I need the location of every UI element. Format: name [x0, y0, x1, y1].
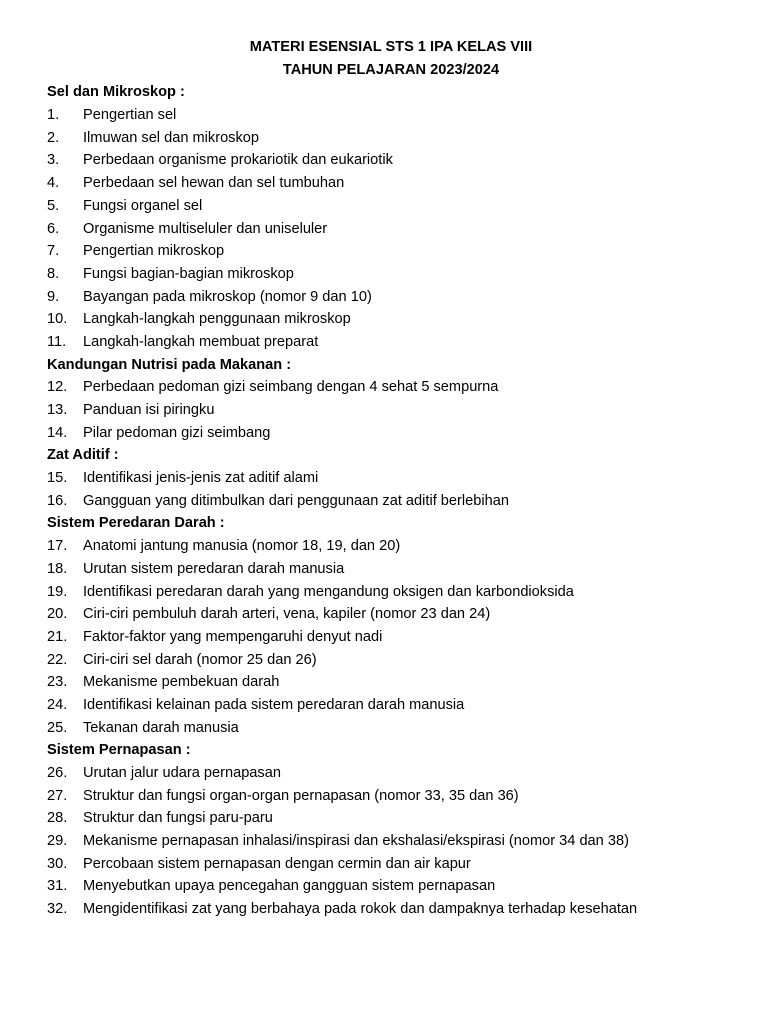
- list-item-text: Mekanisme pernapasan inhalasi/inspirasi dan ekshalasi/ekspirasi (nomor 34 dan 38): [83, 833, 629, 850]
- list-item: [47, 490, 768, 513]
- list-item-number: 13.: [47, 402, 68, 419]
- list-item: [47, 671, 768, 694]
- list-item: [47, 149, 768, 172]
- list-item: [47, 218, 768, 241]
- list-item-number: 1.: [47, 107, 60, 124]
- list-item-number: 6.: [47, 220, 60, 237]
- list-item: [47, 694, 768, 717]
- list-item-text: Ciri-ciri sel darah (nomor 25 dan 26): [83, 651, 317, 668]
- list-item-number: 15.: [47, 470, 68, 487]
- list-item-text: Anatomi jantung manusia (nomor 18, 19, dan 20): [83, 538, 401, 555]
- list-item-text: Identifikasi jenis-jenis zat aditif alami: [83, 470, 319, 487]
- list-item-number: 30.: [47, 855, 68, 872]
- list-item-text: Identifikasi kelainan pada sistem peredaran darah manusia: [83, 696, 465, 713]
- list-item: [47, 875, 768, 898]
- list-item-number: 7.: [47, 243, 60, 260]
- list-item-number: 17.: [47, 538, 68, 555]
- list-item: [47, 127, 768, 150]
- list-item-number: 28.: [47, 810, 68, 827]
- section-heading: Sistem Pernapasan :: [47, 742, 191, 759]
- list-item: [47, 240, 768, 263]
- section-heading: Kandungan Nutrisi pada Makanan :: [47, 356, 292, 373]
- list-item-number: 32.: [47, 901, 68, 918]
- list-item-text: Panduan isi piringku: [83, 402, 215, 419]
- list-item: [47, 762, 768, 785]
- list-item-number: 10.: [47, 311, 68, 328]
- list-item-number: 11.: [47, 333, 67, 350]
- list-item: [47, 399, 768, 422]
- list-item: [47, 717, 768, 740]
- list-item-number: 16.: [47, 492, 68, 509]
- list-item-number: 27.: [47, 787, 68, 804]
- list-item-number: 29.: [47, 833, 68, 850]
- list-item-text: Urutan jalur udara pernapasan: [83, 765, 281, 782]
- list-item: [47, 331, 768, 354]
- list-item: [47, 853, 768, 876]
- list-item: [47, 308, 768, 331]
- list-item: [47, 195, 768, 218]
- list-item: [47, 172, 768, 195]
- list-item-number: 2.: [47, 129, 60, 146]
- list-item: [47, 830, 768, 853]
- list-item-number: 9.: [47, 288, 60, 305]
- list-item-number: 25.: [47, 719, 68, 736]
- list-item-text: Perbedaan organisme prokariotik dan eukariotik: [83, 152, 393, 169]
- list-item-text: Mengidentifikasi zat yang berbahaya pada rokok dan dampaknya terhadap kesehatan: [83, 901, 638, 918]
- list-item-text: Menyebutkan upaya pencegahan gangguan sistem pernapasan: [83, 878, 496, 895]
- list-item-text: Pengertian sel: [83, 107, 177, 124]
- list-item-text: Mekanisme pembekuan darah: [83, 674, 280, 691]
- section-heading: Sel dan Mikroskop :: [47, 84, 185, 101]
- list-item-text: Percobaan sistem pernapasan dengan cermin dan air kapur: [83, 855, 471, 872]
- list-item: [47, 603, 768, 626]
- list-item-number: 5.: [47, 197, 60, 214]
- list-item-number: 3.: [47, 152, 60, 169]
- list-item: [47, 376, 768, 399]
- list-item-text: Faktor-faktor yang mempengaruhi denyut nadi: [83, 628, 383, 645]
- section-heading: Zat Aditif :: [47, 447, 119, 464]
- list-item-text: Perbedaan sel hewan dan sel tumbuhan: [83, 175, 345, 192]
- list-item-number: 26.: [47, 765, 68, 782]
- list-item-text: Identifikasi peredaran darah yang mengandung oksigen dan karbondioksida: [83, 583, 574, 600]
- list-item-text: Pengertian mikroskop: [83, 243, 225, 260]
- list-item-text: Urutan sistem peredaran darah manusia: [83, 560, 345, 577]
- list-item-number: 19.: [47, 583, 68, 600]
- list-item: [47, 558, 768, 581]
- list-item-number: 4.: [47, 175, 60, 192]
- list-item-text: Langkah-langkah penggunaan mikroskop: [83, 311, 351, 328]
- list-item-text: Organisme multiseluler dan uniseluler: [83, 220, 328, 237]
- list-item-number: 18.: [47, 560, 68, 577]
- list-item-number: 24.: [47, 696, 68, 713]
- list-item: [47, 104, 768, 127]
- list-item-number: 14.: [47, 424, 68, 441]
- list-item: [47, 422, 768, 445]
- list-item-text: Fungsi organel sel: [83, 197, 203, 214]
- list-item-text: Gangguan yang ditimbulkan dari penggunaan zat aditif berlebihan: [83, 492, 509, 509]
- list-item: [47, 581, 768, 604]
- list-item-number: 31.: [47, 878, 68, 895]
- list-item-text: Ciri-ciri pembuluh darah arteri, vena, kapiler (nomor 23 dan 24): [83, 606, 491, 623]
- list-item-text: Bayangan pada mikroskop (nomor 9 dan 10): [83, 288, 372, 305]
- document-content: [47, 81, 768, 920]
- list-item-text: Tekanan darah manusia: [83, 719, 239, 736]
- list-item: [47, 263, 768, 286]
- list-item: [47, 626, 768, 649]
- list-item: [47, 286, 768, 309]
- list-item-text: Pilar pedoman gizi seimbang: [83, 424, 271, 441]
- list-item: [47, 807, 768, 830]
- list-item-number: 20.: [47, 606, 68, 623]
- list-item: [47, 785, 768, 808]
- list-item-number: 12.: [47, 379, 68, 396]
- list-item-text: Struktur dan fungsi organ-organ pernapasan (nomor 33, 35 dan 36): [83, 787, 519, 804]
- document-title-line-1: MATERI ESENSIAL STS 1 IPA KELAS VIII: [249, 39, 533, 55]
- list-item-text: Struktur dan fungsi paru-paru: [83, 810, 273, 827]
- list-item: [47, 535, 768, 558]
- list-item-number: 22.: [47, 651, 68, 668]
- list-item-text: Perbedaan pedoman gizi seimbang dengan 4 sehat 5 sempurna: [83, 379, 499, 396]
- section-heading: Sistem Peredaran Darah :: [47, 515, 225, 532]
- list-item-text: Langkah-langkah membuat preparat: [83, 333, 319, 350]
- list-item: [47, 649, 768, 672]
- list-item-number: 23.: [47, 674, 68, 691]
- list-item: [47, 898, 768, 921]
- list-item-number: 8.: [47, 265, 60, 282]
- list-item-text: Fungsi bagian-bagian mikroskop: [83, 265, 294, 282]
- document-title-line-2: TAHUN PELAJARAN 2023/2024: [282, 61, 500, 78]
- list-item-text: Ilmuwan sel dan mikroskop: [83, 129, 260, 146]
- list-item: [47, 467, 768, 490]
- list-item-number: 21.: [47, 628, 68, 645]
